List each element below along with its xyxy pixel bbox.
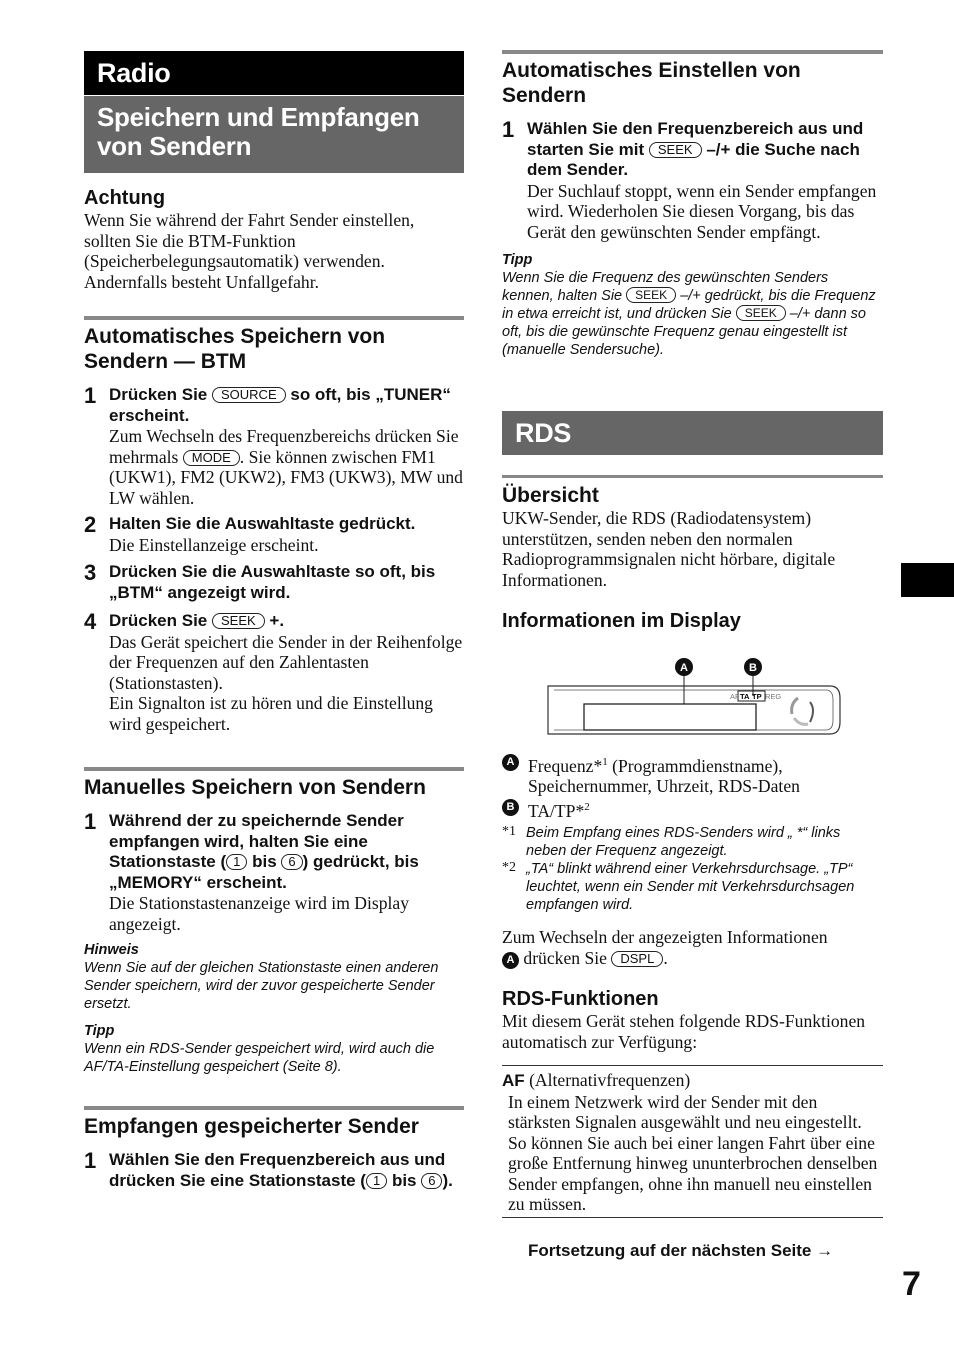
auto-tune-section — [502, 50, 883, 359]
reg-indicator: REG — [765, 692, 782, 701]
overview-section — [502, 475, 883, 590]
tip-label: Tipp — [502, 252, 533, 268]
step-text: Drücken Sie — [109, 385, 208, 404]
step-body: Der Suchlauf stoppt, wenn ein Sender empfangen wird. Wiederholen Sie diesen Vorgang, bis das Gerät den gewünschten Sender empfängt. — [527, 180, 877, 242]
step-body: Zum Wechseln des Frequenzbereichs drücken Sie mehrmals MODE . Sie können zwischen FM1 (UKW1), FM2 (UKW2), FM3 (UKW3), MW und LW wählen. — [109, 426, 463, 508]
step-text: Drücken Sie die Auswahltaste so oft, bis „BTM“ angezeigt wird. — [109, 562, 436, 602]
marker-a-icon: A — [502, 754, 519, 771]
step-body: Die Einstellanzeige erscheint. — [109, 534, 319, 555]
manual-step-1: 1 Während der zu speichernde Sender empfangen wird, halten Sie eine Stationstaste ( 1 bis 6 ) gedrückt, bis „MEMORY“ erscheint. Die Stationstastenanzeige wird im Display angezeigt. — [84, 811, 464, 934]
ta-indicator: TA — [740, 692, 750, 701]
tip-text: Wenn Sie die Frequenz des gewünschten Senders kennen, halten Sie SEEK –/+ gedrückt, bis die Frequenz in etwa erreicht ist, und drücken Sie SEEK –/+ dann so oft, bis die gewünschte Frequenz genau eingestellt ist (manuelle Sendersuche). — [502, 270, 876, 358]
step-text: Drücken Sie — [109, 611, 208, 630]
dspl-key: DSPL — [611, 951, 663, 967]
step-number: 2 — [84, 512, 97, 537]
footnote-1: *1 Beim Empfang eines RDS-Senders wird „ *“ links neben der Frequenz angezeigt. — [502, 824, 841, 859]
step-text: Wählen Sie den Frequenzbereich aus und starten Sie mit — [527, 119, 864, 159]
auto-tune-heading: Automatisches Einstellen von Sendern — [502, 50, 883, 108]
btm-step-2 — [84, 514, 464, 555]
af-label: AF — [502, 1071, 525, 1090]
af-body: In einem Netzwerk wird der Sender mit den stärksten Signalen ausgewählt und neu eingestellt. So können Sie auch bei einer langen Fahrt über eine große Entfernung hinweg ununterbrochen denselben Sender empfangen, ohne ihn manuell neu einstellen zu müssen. — [508, 1091, 878, 1214]
step-text: Wählen Sie den Frequenzbereich aus und drücken Sie eine Stationstaste ( — [109, 1150, 446, 1190]
step-text: Während der zu speichernde Sender empfangen wird, halten Sie eine Stationstaste ( — [109, 811, 404, 871]
hint-note — [84, 941, 464, 1013]
step-body: Die Stationstastenanzeige wird im Display angezeigt. — [109, 893, 410, 934]
af-description: (Alternativfrequenzen) — [529, 1070, 691, 1090]
btm-step-3 — [84, 562, 464, 603]
hint-text: Wenn Sie auf der gleichen Stationstaste einen anderen Sender speichern, wird der zuvor gespeicherte Sender ersetzt. — [84, 960, 439, 1012]
caution-heading: Achtung — [84, 187, 166, 209]
legend-item-b: B TA/TP*$^2$ — [502, 797, 883, 821]
seek-key: SEEK — [626, 287, 676, 303]
rds-title-bar — [502, 411, 883, 455]
continued-note: Fortsetzung auf der nächsten Seite → — [528, 1241, 834, 1260]
receive-section — [84, 1106, 464, 1191]
step-number: 1 — [84, 1148, 97, 1173]
footnote-2: *2 „TA“ blinkt während einer Verkehrsdurchsage. „TP“ leuchtet, wenn ein Sender mit Verkehrsdurchsagen empfangen wird. — [502, 860, 855, 913]
store-title: Speichern und Empfangen von Sendern — [97, 102, 420, 161]
af-indicator: AF — [730, 692, 740, 701]
receive-heading: Empfangen gespeicherter Sender — [84, 1106, 464, 1139]
tip-text: Wenn ein RDS-Sender gespeichert wird, wird auch die AF/TA-Einstellung gespeichert (Seite 8). — [84, 1041, 435, 1075]
manual-heading: Manuelles Speichern von Sendern — [84, 767, 464, 800]
display-legend — [502, 752, 883, 821]
seek-key: SEEK — [649, 142, 702, 158]
functions-section — [502, 987, 883, 1052]
step-number: 4 — [84, 609, 97, 634]
rds-title: RDS — [515, 418, 572, 448]
step-number: 3 — [84, 560, 97, 585]
display-panel-svg — [544, 656, 844, 740]
overview-heading: Übersicht — [502, 475, 883, 508]
tip-note — [502, 251, 883, 359]
marker-b-icon: B — [502, 799, 519, 816]
step-number: 1 — [502, 117, 515, 142]
functions-heading: RDS-Funktionen — [502, 988, 659, 1010]
radio-title-bar — [84, 51, 464, 95]
preset-1-key: 1 — [366, 1173, 387, 1189]
preset-6-key: 6 — [281, 854, 302, 870]
mode-key: MODE — [183, 450, 240, 466]
step-text: so oft, bis „TUNER“ erscheint. — [109, 385, 451, 425]
seek-key: SEEK — [212, 613, 265, 629]
caution-block — [84, 186, 464, 292]
seek-key: SEEK — [736, 305, 786, 321]
step-number: 1 — [84, 383, 97, 408]
radio-title: Radio — [97, 58, 171, 88]
tp-indicator: TP — [752, 692, 762, 701]
auto-step-1 — [502, 119, 883, 242]
page-number: 7 — [902, 1265, 921, 1303]
preset-6-key: 6 — [421, 1173, 442, 1189]
hint-label: Hinweis — [84, 942, 139, 958]
caution-text: Wenn Sie während der Fahrt Sender einstellen, sollten Sie die BTM-Funktion (Speicherbelegungsautomatik) verwenden. Andernfalls besteht Unfallgefahr. — [84, 210, 415, 292]
footnotes — [502, 824, 883, 914]
store-title-bar — [84, 96, 464, 173]
marker-b-label: B — [749, 662, 757, 674]
btm-section — [84, 316, 464, 734]
step-text: Halten Sie die Auswahltaste gedrückt. — [109, 514, 416, 533]
btm-heading: Automatisches Speichern von Sendern — BTM — [84, 316, 464, 374]
btm-step-1 — [84, 385, 464, 508]
tip-label: Tipp — [84, 1023, 115, 1039]
step-text: –/+ die Suche nach dem Sender. — [527, 139, 860, 179]
display-illustration — [544, 656, 844, 740]
change-info-text: Zum Wechseln der angezeigten Informationen A drücken Sie DSPL . — [502, 927, 828, 968]
receive-step-1: 1 Wählen Sie den Frequenzbereich aus und drücken Sie eine Stationstaste ( 1 bis 6 ). — [84, 1148, 453, 1190]
af-function-box — [502, 1065, 883, 1218]
functions-text: Mit diesem Gerät stehen folgende RDS-Funktionen automatisch zur Verfügung: — [502, 1011, 866, 1052]
marker-a-label: A — [680, 662, 688, 674]
preset-1-key: 1 — [226, 854, 247, 870]
tip-note — [84, 1022, 464, 1076]
overview-text: UKW-Sender, die RDS (Radiodatensystem) unterstützen, senden neben den normalen Radioprogrammsignalen nicht hörbare, digitale Informationen. — [502, 508, 836, 590]
display-info-heading: Informationen im Display — [502, 610, 741, 632]
source-key: SOURCE — [212, 387, 286, 403]
step-text: +. — [269, 611, 285, 630]
side-tab — [901, 563, 954, 597]
manual-section — [84, 767, 464, 1076]
legend-item-a: A Frequenz*$^1$ (Programmdienstname), Speichernummer, Uhrzeit, RDS-Daten — [502, 752, 883, 797]
step-number: 1 — [84, 809, 97, 834]
step-body: Das Gerät speichert die Sender in der Reihenfolge der Frequenzen auf den Zahlentasten (Stationstasten). — [109, 631, 463, 693]
marker-a-icon: A — [502, 952, 519, 969]
btm-step-4 — [84, 611, 464, 734]
step-body: Ein Signalton ist zu hören und die Einstellung wird gespeichert. — [109, 693, 433, 734]
